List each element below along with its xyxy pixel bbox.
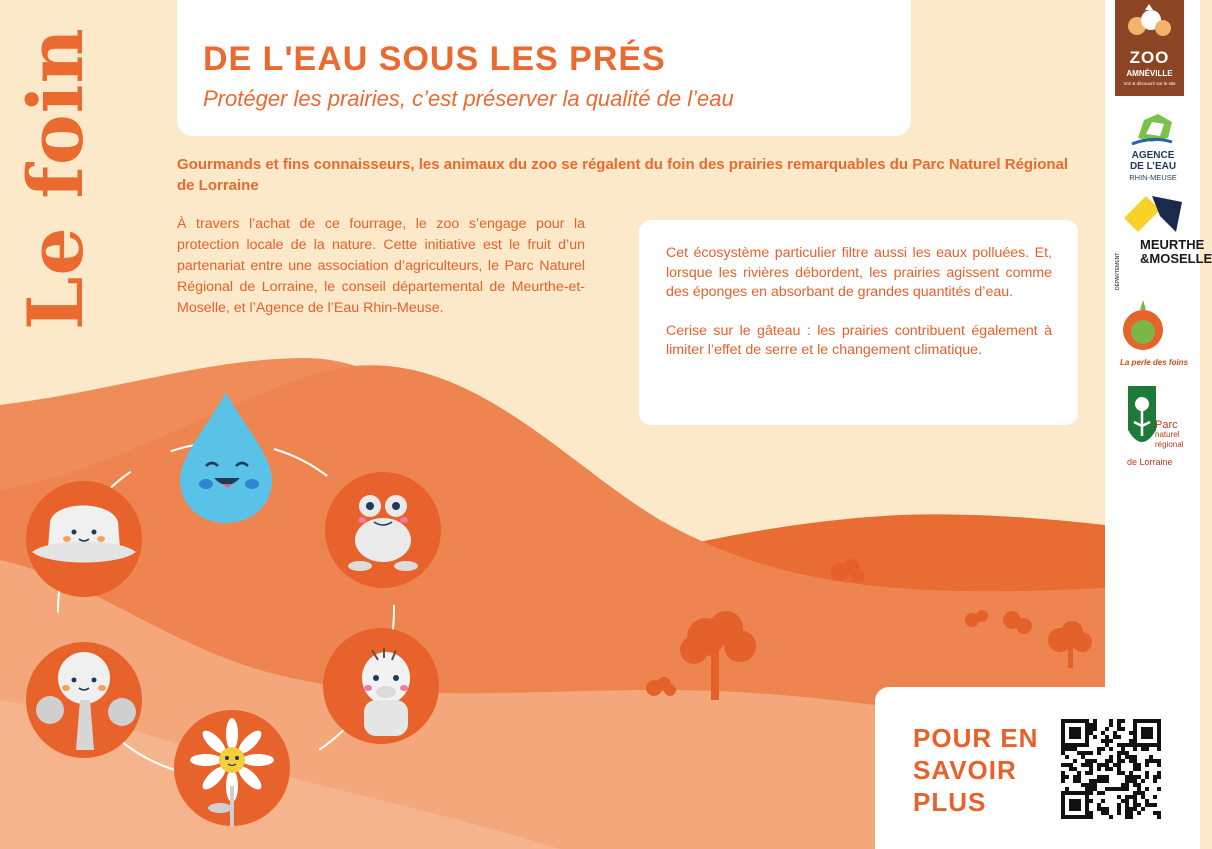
perle-logo-text: La perle des foins bbox=[1120, 358, 1189, 367]
cta-line2: SAVOIR bbox=[913, 755, 1017, 785]
cta-line3: PLUS bbox=[913, 787, 987, 817]
parc-line2: naturel bbox=[1155, 430, 1180, 439]
departement-shapes-icon bbox=[1116, 192, 1188, 242]
zoo-logo-city: AMNÉVILLE bbox=[1126, 69, 1173, 78]
agence-line3: RHIN-MEUSE bbox=[1129, 173, 1177, 182]
parc-line4: de Lorraine bbox=[1127, 457, 1173, 467]
cta-line1: POUR EN bbox=[913, 723, 1039, 753]
parc-line3: régional bbox=[1155, 440, 1184, 449]
zebra-character bbox=[323, 628, 439, 744]
cta-text bbox=[913, 722, 1053, 818]
page-subtitle: Protéger les prairies, c’est préserver la qualité de l’eau bbox=[203, 86, 734, 111]
vertical-title: Le foin bbox=[11, 27, 100, 330]
title-box bbox=[177, 0, 911, 136]
dept-line1: MEURTHE bbox=[1140, 237, 1205, 252]
agence-line1: AGENCE bbox=[1131, 150, 1175, 161]
zoo-logo-word: ZOO bbox=[1129, 48, 1170, 67]
tree-character bbox=[26, 642, 142, 758]
departement-logo-text bbox=[1140, 238, 1212, 266]
daisy-character bbox=[174, 710, 290, 826]
card-paragraph-2: Cerise sur le gâteau : les prairies contribuent également à limiter l’effet de serre et le changement climatique. bbox=[666, 322, 1052, 358]
frog-character bbox=[325, 472, 441, 588]
zoo-animals-icon bbox=[1115, 0, 1184, 48]
dept-line2: &MOSELLE bbox=[1140, 251, 1212, 266]
agence-map-icon bbox=[1128, 108, 1182, 148]
hat-character bbox=[26, 481, 142, 597]
card-paragraph-1: Cet écosystème particulier filtre aussi les eaux polluées. Et, lorsque les rivières débordent, les prairies agissent comme des éponges en absorbant de grandes quantités d’eau. bbox=[666, 245, 1052, 300]
zoo-logo-tag: Voir & découvrir sur le site bbox=[1123, 81, 1176, 86]
dept-side-text: DÉPARTEMENT bbox=[1115, 252, 1121, 290]
agence-line2: DE L’EAU bbox=[1129, 161, 1177, 172]
info-card bbox=[639, 220, 1078, 425]
parc-line1: Parc bbox=[1155, 419, 1178, 431]
agence-logo bbox=[1118, 150, 1188, 183]
page-title: DE L'EAU SOUS LES PRÉS bbox=[203, 40, 666, 78]
perle-des-foins-icon bbox=[1118, 296, 1168, 358]
zoo-logo bbox=[1115, 0, 1184, 96]
qr-code[interactable] bbox=[1061, 719, 1161, 819]
intro-text: Gourmands et fins connaisseurs, les animaux du zoo se régalent du foin des prairies remarquables du Parc Naturel Régional de Lorraine bbox=[177, 156, 1069, 194]
paragraph-left: À travers l’achat de ce fourrage, le zoo s’engage pour la protection locale de la nature. Cette initiative est le fruit d’un partenariat entre une association d’agriculteurs, le Parc Naturel Régional de Lorraine, le conseil départemental de Meurthe-et-Moselle, et l’Agence de l’Eau Rhin-Meuse. bbox=[177, 216, 585, 316]
parc-logo-text bbox=[1155, 420, 1183, 450]
